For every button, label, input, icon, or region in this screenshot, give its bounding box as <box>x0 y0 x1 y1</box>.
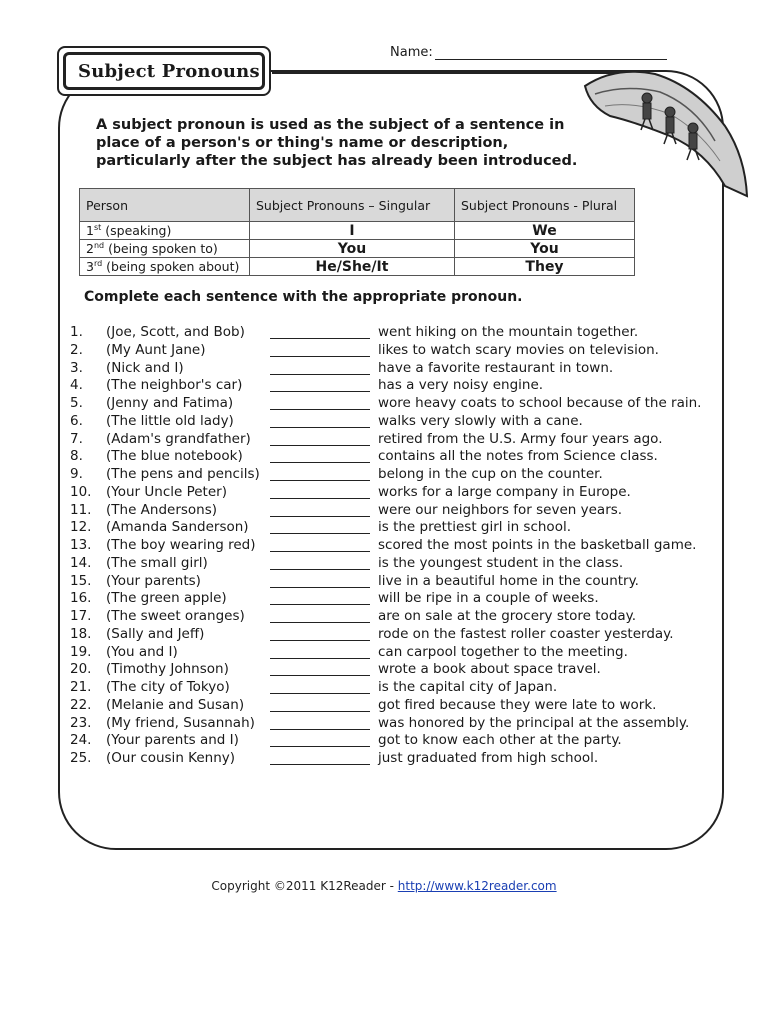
item-cue: (Joe, Scott, and Bob) <box>106 324 245 340</box>
answer-blank[interactable] <box>270 729 370 730</box>
item-sentence: were our neighbors for seven years. <box>378 501 623 518</box>
item-cue: (Sally and Jeff) <box>106 625 205 642</box>
list-item <box>70 448 710 466</box>
item-number: 14. <box>70 554 92 571</box>
item-sentence: have a favorite restaurant in town. <box>378 359 614 376</box>
item-number: 2. <box>70 341 83 358</box>
answer-blank[interactable] <box>270 693 370 694</box>
singular-cell: I <box>250 222 455 240</box>
answer-blank[interactable] <box>270 498 370 499</box>
list-item <box>70 573 710 591</box>
plural-cell: We <box>455 222 635 240</box>
item-cue: (The small girl) <box>106 554 208 571</box>
list-item <box>70 626 710 644</box>
item-number: 17. <box>70 608 92 624</box>
list-item <box>70 324 710 342</box>
item-number: 15. <box>70 572 92 589</box>
item-number: 22. <box>70 696 92 713</box>
answer-blank[interactable] <box>270 569 370 570</box>
title-box <box>57 46 271 96</box>
hikers-illustration-icon <box>575 56 755 206</box>
plural-cell: They <box>455 258 635 276</box>
item-number: 7. <box>70 430 83 447</box>
item-number: 8. <box>70 448 83 465</box>
answer-blank[interactable] <box>270 658 370 659</box>
item-cue: (Adam's grandfather) <box>106 430 251 447</box>
item-number: 11. <box>70 501 92 518</box>
list-item <box>70 697 710 715</box>
item-cue: (My friend, Susannah) <box>106 714 255 731</box>
item-number: 13. <box>70 537 92 553</box>
item-sentence: just graduated from high school. <box>378 750 599 766</box>
instructions: Complete each sentence with the appropriate pronoun. <box>84 289 523 305</box>
item-cue: (The city of Tokyo) <box>106 679 230 695</box>
answer-blank[interactable] <box>270 338 370 339</box>
item-sentence: belong in the cup on the counter. <box>378 466 603 482</box>
item-sentence: wore heavy coats to school because of the rain. <box>378 395 702 411</box>
item-cue: (Your Uncle Peter) <box>106 483 227 500</box>
answer-blank[interactable] <box>270 711 370 712</box>
item-cue: (The green apple) <box>106 590 227 607</box>
answer-blank[interactable] <box>270 604 370 605</box>
item-cue: (Timothy Johnson) <box>106 661 229 678</box>
item-number: 5. <box>70 395 83 411</box>
list-item <box>70 395 710 413</box>
item-sentence: got to know each other at the party. <box>378 732 622 749</box>
answer-blank[interactable] <box>270 427 370 428</box>
item-number: 21. <box>70 679 92 695</box>
answer-blank[interactable] <box>270 356 370 357</box>
person-cell: 3rd (being spoken about) <box>80 258 250 276</box>
item-cue: (You and I) <box>106 643 178 660</box>
list-item <box>70 679 710 697</box>
column-header-singular: Subject Pronouns – Singular <box>250 189 455 222</box>
item-cue: (Your parents and I) <box>106 732 239 749</box>
item-sentence: likes to watch scary movies on television. <box>378 341 659 358</box>
item-sentence: will be ripe in a couple of weeks. <box>378 590 599 607</box>
answer-blank[interactable] <box>270 391 370 392</box>
answer-blank[interactable] <box>270 622 370 623</box>
item-cue: (The pens and pencils) <box>106 466 260 482</box>
list-item <box>70 519 710 537</box>
answer-blank[interactable] <box>270 462 370 463</box>
item-cue: (The sweet oranges) <box>106 608 245 624</box>
list-item <box>70 537 710 555</box>
item-cue: (The blue notebook) <box>106 448 243 465</box>
list-item <box>70 732 710 750</box>
item-number: 23. <box>70 714 92 731</box>
item-number: 1. <box>70 324 83 340</box>
list-item <box>70 431 710 449</box>
table-header-row <box>80 189 635 222</box>
answer-blank[interactable] <box>270 746 370 747</box>
item-sentence: is the youngest student in the class. <box>378 554 624 571</box>
table-row <box>80 222 635 240</box>
item-number: 20. <box>70 661 92 678</box>
item-sentence: works for a large company in Europe. <box>378 483 631 500</box>
item-sentence: walks very slowly with a cane. <box>378 412 583 429</box>
sentence-list <box>70 324 710 768</box>
item-number: 25. <box>70 750 92 766</box>
page-title: Subject Pronouns <box>78 60 260 82</box>
item-number: 3. <box>70 359 83 376</box>
answer-blank[interactable] <box>270 374 370 375</box>
item-sentence: wrote a book about space travel. <box>378 661 601 678</box>
item-sentence: rode on the fastest roller coaster yesterday. <box>378 625 674 642</box>
item-sentence: can carpool together to the meeting. <box>378 643 628 660</box>
list-item <box>70 715 710 733</box>
list-item <box>70 502 710 520</box>
answer-blank[interactable] <box>270 480 370 481</box>
item-sentence: retired from the U.S. Army four years ago. <box>378 430 663 447</box>
answer-blank[interactable] <box>270 587 370 588</box>
item-cue: (Our cousin Kenny) <box>106 750 236 766</box>
item-number: 18. <box>70 625 92 642</box>
column-header-plural: Subject Pronouns - Plural <box>455 189 635 222</box>
item-number: 16. <box>70 590 92 607</box>
column-header-person: Person <box>80 189 250 222</box>
person-cell: 1st (speaking) <box>80 222 250 240</box>
answer-blank[interactable] <box>270 445 370 446</box>
singular-cell: He/She/It <box>250 258 455 276</box>
item-cue: (The Andersons) <box>106 501 218 518</box>
item-sentence: is the capital city of Japan. <box>378 679 558 695</box>
item-sentence: is the prettiest girl in school. <box>378 519 571 536</box>
item-cue: (The boy wearing red) <box>106 537 256 553</box>
item-cue: (Nick and I) <box>106 359 184 376</box>
table-row <box>80 258 635 276</box>
k12reader-link[interactable]: http://www.k12reader.com <box>397 879 557 893</box>
singular-cell: You <box>250 240 455 258</box>
plural-cell: You <box>455 240 635 258</box>
answer-blank[interactable] <box>270 533 370 534</box>
item-cue: (Your parents) <box>106 572 201 589</box>
item-cue: (Amanda Sanderson) <box>106 519 249 536</box>
list-item <box>70 644 710 662</box>
list-item <box>70 484 710 502</box>
pronoun-table <box>79 188 635 276</box>
answer-blank[interactable] <box>270 409 370 410</box>
list-item <box>70 608 710 626</box>
item-cue: (The neighbor's car) <box>106 377 243 394</box>
item-cue: (My Aunt Jane) <box>106 341 206 358</box>
item-sentence: was honored by the principal at the assembly. <box>378 714 690 731</box>
item-cue: (The little old lady) <box>106 412 234 429</box>
item-sentence: has a very noisy engine. <box>378 377 544 394</box>
item-number: 10. <box>70 483 92 500</box>
item-cue: (Melanie and Susan) <box>106 696 245 713</box>
answer-blank[interactable] <box>270 516 370 517</box>
table-row <box>80 240 635 258</box>
item-number: 4. <box>70 377 83 394</box>
item-sentence: contains all the notes from Science class. <box>378 448 658 465</box>
list-item <box>70 377 710 395</box>
item-sentence: live in a beautiful home in the country. <box>378 572 639 589</box>
item-number: 12. <box>70 519 92 536</box>
list-item <box>70 413 710 431</box>
item-sentence: got fired because they were late to work. <box>378 696 657 713</box>
list-item <box>70 555 710 573</box>
answer-blank[interactable] <box>270 551 370 552</box>
intro-paragraph: A subject pronoun is used as the subject of a sentence in place of a person's or thing's name or description, particularly after the subject has already been introduced. <box>96 117 578 169</box>
copyright-footer <box>0 879 768 893</box>
item-number: 9. <box>70 466 83 482</box>
list-item <box>70 466 710 484</box>
list-item <box>70 590 710 608</box>
list-item <box>70 360 710 378</box>
item-sentence: went hiking on the mountain together. <box>378 324 639 340</box>
item-number: 24. <box>70 732 92 749</box>
item-number: 19. <box>70 643 92 660</box>
list-item <box>70 661 710 679</box>
item-sentence: are on sale at the grocery store today. <box>378 608 637 624</box>
copyright-text: Copyright ©2011 K12Reader - <box>211 879 398 893</box>
item-cue: (Jenny and Fatima) <box>106 395 234 411</box>
answer-blank[interactable] <box>270 640 370 641</box>
name-label: Name: <box>390 45 433 60</box>
item-sentence: scored the most points in the basketball game. <box>378 537 697 553</box>
answer-blank[interactable] <box>270 675 370 676</box>
answer-blank[interactable] <box>270 764 370 765</box>
item-number: 6. <box>70 412 83 429</box>
list-item <box>70 342 710 360</box>
person-cell: 2nd (being spoken to) <box>80 240 250 258</box>
list-item <box>70 750 710 768</box>
